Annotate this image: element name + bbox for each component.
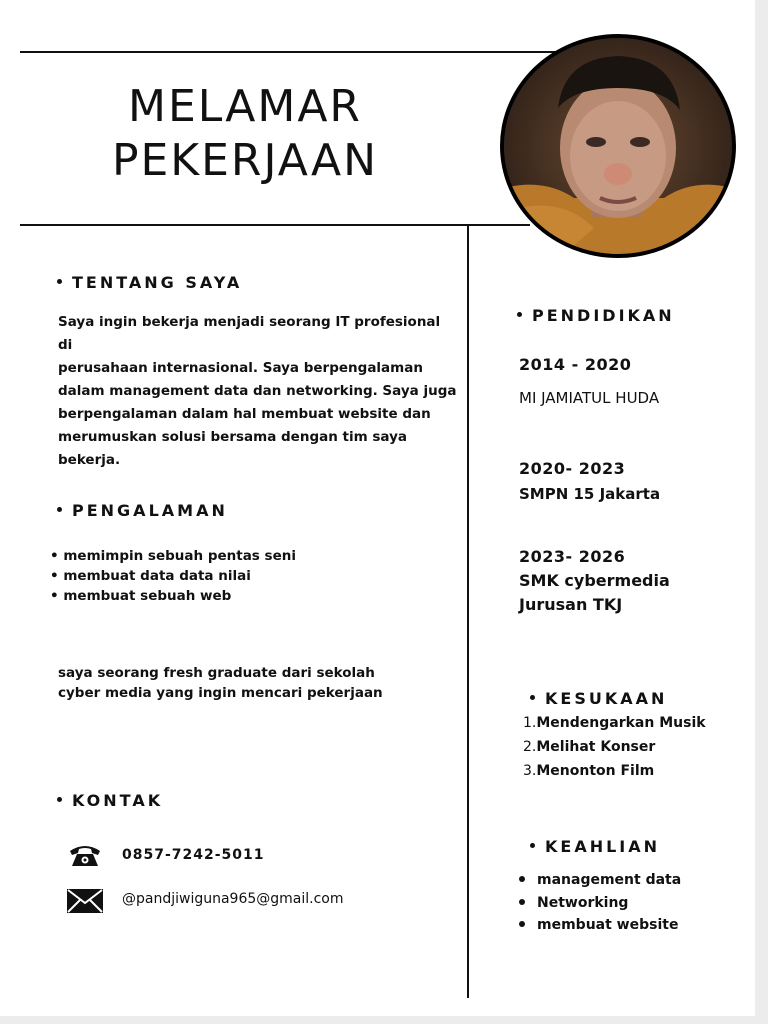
- header-bottom-rule: [20, 224, 530, 226]
- note-line: cyber media yang ingin mencari pekerjaan: [58, 685, 383, 701]
- about-line: bekerja.: [58, 452, 121, 468]
- education-school: SMPN 15 Jakarta: [519, 485, 661, 503]
- education-school: Jurusan TKJ: [519, 595, 623, 614]
- bullet-icon: [519, 876, 525, 882]
- experience-item: • membuat data data nilai: [50, 566, 296, 586]
- title-line-2: PEKERJAAN: [111, 135, 379, 186]
- column-divider: [467, 224, 469, 998]
- profile-photo-image: [504, 38, 732, 254]
- bullet-icon: [57, 797, 62, 802]
- title-line-1: MELAMAR: [127, 81, 363, 132]
- hobbies-list: [523, 711, 706, 783]
- email-address[interactable]: @pandjiwiguna965@gmail.com: [122, 891, 344, 907]
- bullet-icon: [517, 312, 522, 317]
- hobby-item: 3.Menonton Film: [523, 763, 655, 779]
- education-heading: PENDIDIKAN: [517, 306, 675, 325]
- bullet-icon: [57, 507, 62, 512]
- bullet-icon: [530, 843, 535, 848]
- header-top-rule: [20, 51, 560, 53]
- telephone-icon: [68, 842, 102, 872]
- about-heading: TENTANG SAYA: [57, 273, 242, 292]
- skill-item: Networking: [519, 892, 681, 915]
- skills-list: [519, 869, 681, 937]
- hobbies-heading: KESUKAAN: [530, 689, 667, 708]
- about-line: dalam management data dan networking. Saya juga: [58, 383, 457, 399]
- hobby-item: 1.Mendengarkan Musik: [523, 715, 706, 731]
- experience-list: [50, 546, 296, 606]
- about-line: berpengalaman dalam hal membuat website dan: [58, 406, 431, 422]
- education-school: SMK cybermedia: [519, 571, 670, 590]
- envelope-icon: [67, 889, 103, 917]
- note-line: saya seorang fresh graduate dari sekolah: [58, 665, 375, 681]
- education-years: 2020- 2023: [519, 459, 626, 478]
- experience-note: [58, 663, 383, 703]
- skill-item: management data: [519, 869, 681, 892]
- about-line: merumuskan solusi bersama dengan tim saya: [58, 429, 408, 445]
- education-years: 2014 - 2020: [519, 355, 632, 374]
- experience-item: • memimpin sebuah pentas seni: [50, 546, 296, 566]
- bullet-icon: [519, 921, 525, 927]
- education-school: MI JAMIATUL HUDA: [519, 389, 660, 407]
- about-line: Saya ingin bekerja menjadi seorang IT profesional di: [58, 314, 441, 353]
- skills-heading: KEAHLIAN: [530, 837, 660, 856]
- bullet-icon: [519, 899, 525, 905]
- about-paragraph: [58, 311, 458, 472]
- about-line: perusahaan internasional. Saya berpengalaman: [58, 360, 423, 376]
- experience-item: • membuat sebuah web: [50, 586, 296, 606]
- bullet-icon: [57, 279, 62, 284]
- bullet-icon: [530, 695, 535, 700]
- experience-heading: PENGALAMAN: [57, 501, 228, 520]
- phone-number[interactable]: 0857-7242-5011: [122, 847, 265, 863]
- skill-item: membuat website: [519, 914, 681, 937]
- education-years: 2023- 2026: [519, 547, 626, 566]
- page-title: [70, 80, 420, 188]
- hobby-item: 2.Melihat Konser: [523, 739, 656, 755]
- profile-photo: [500, 34, 736, 258]
- contact-heading: KONTAK: [57, 791, 163, 810]
